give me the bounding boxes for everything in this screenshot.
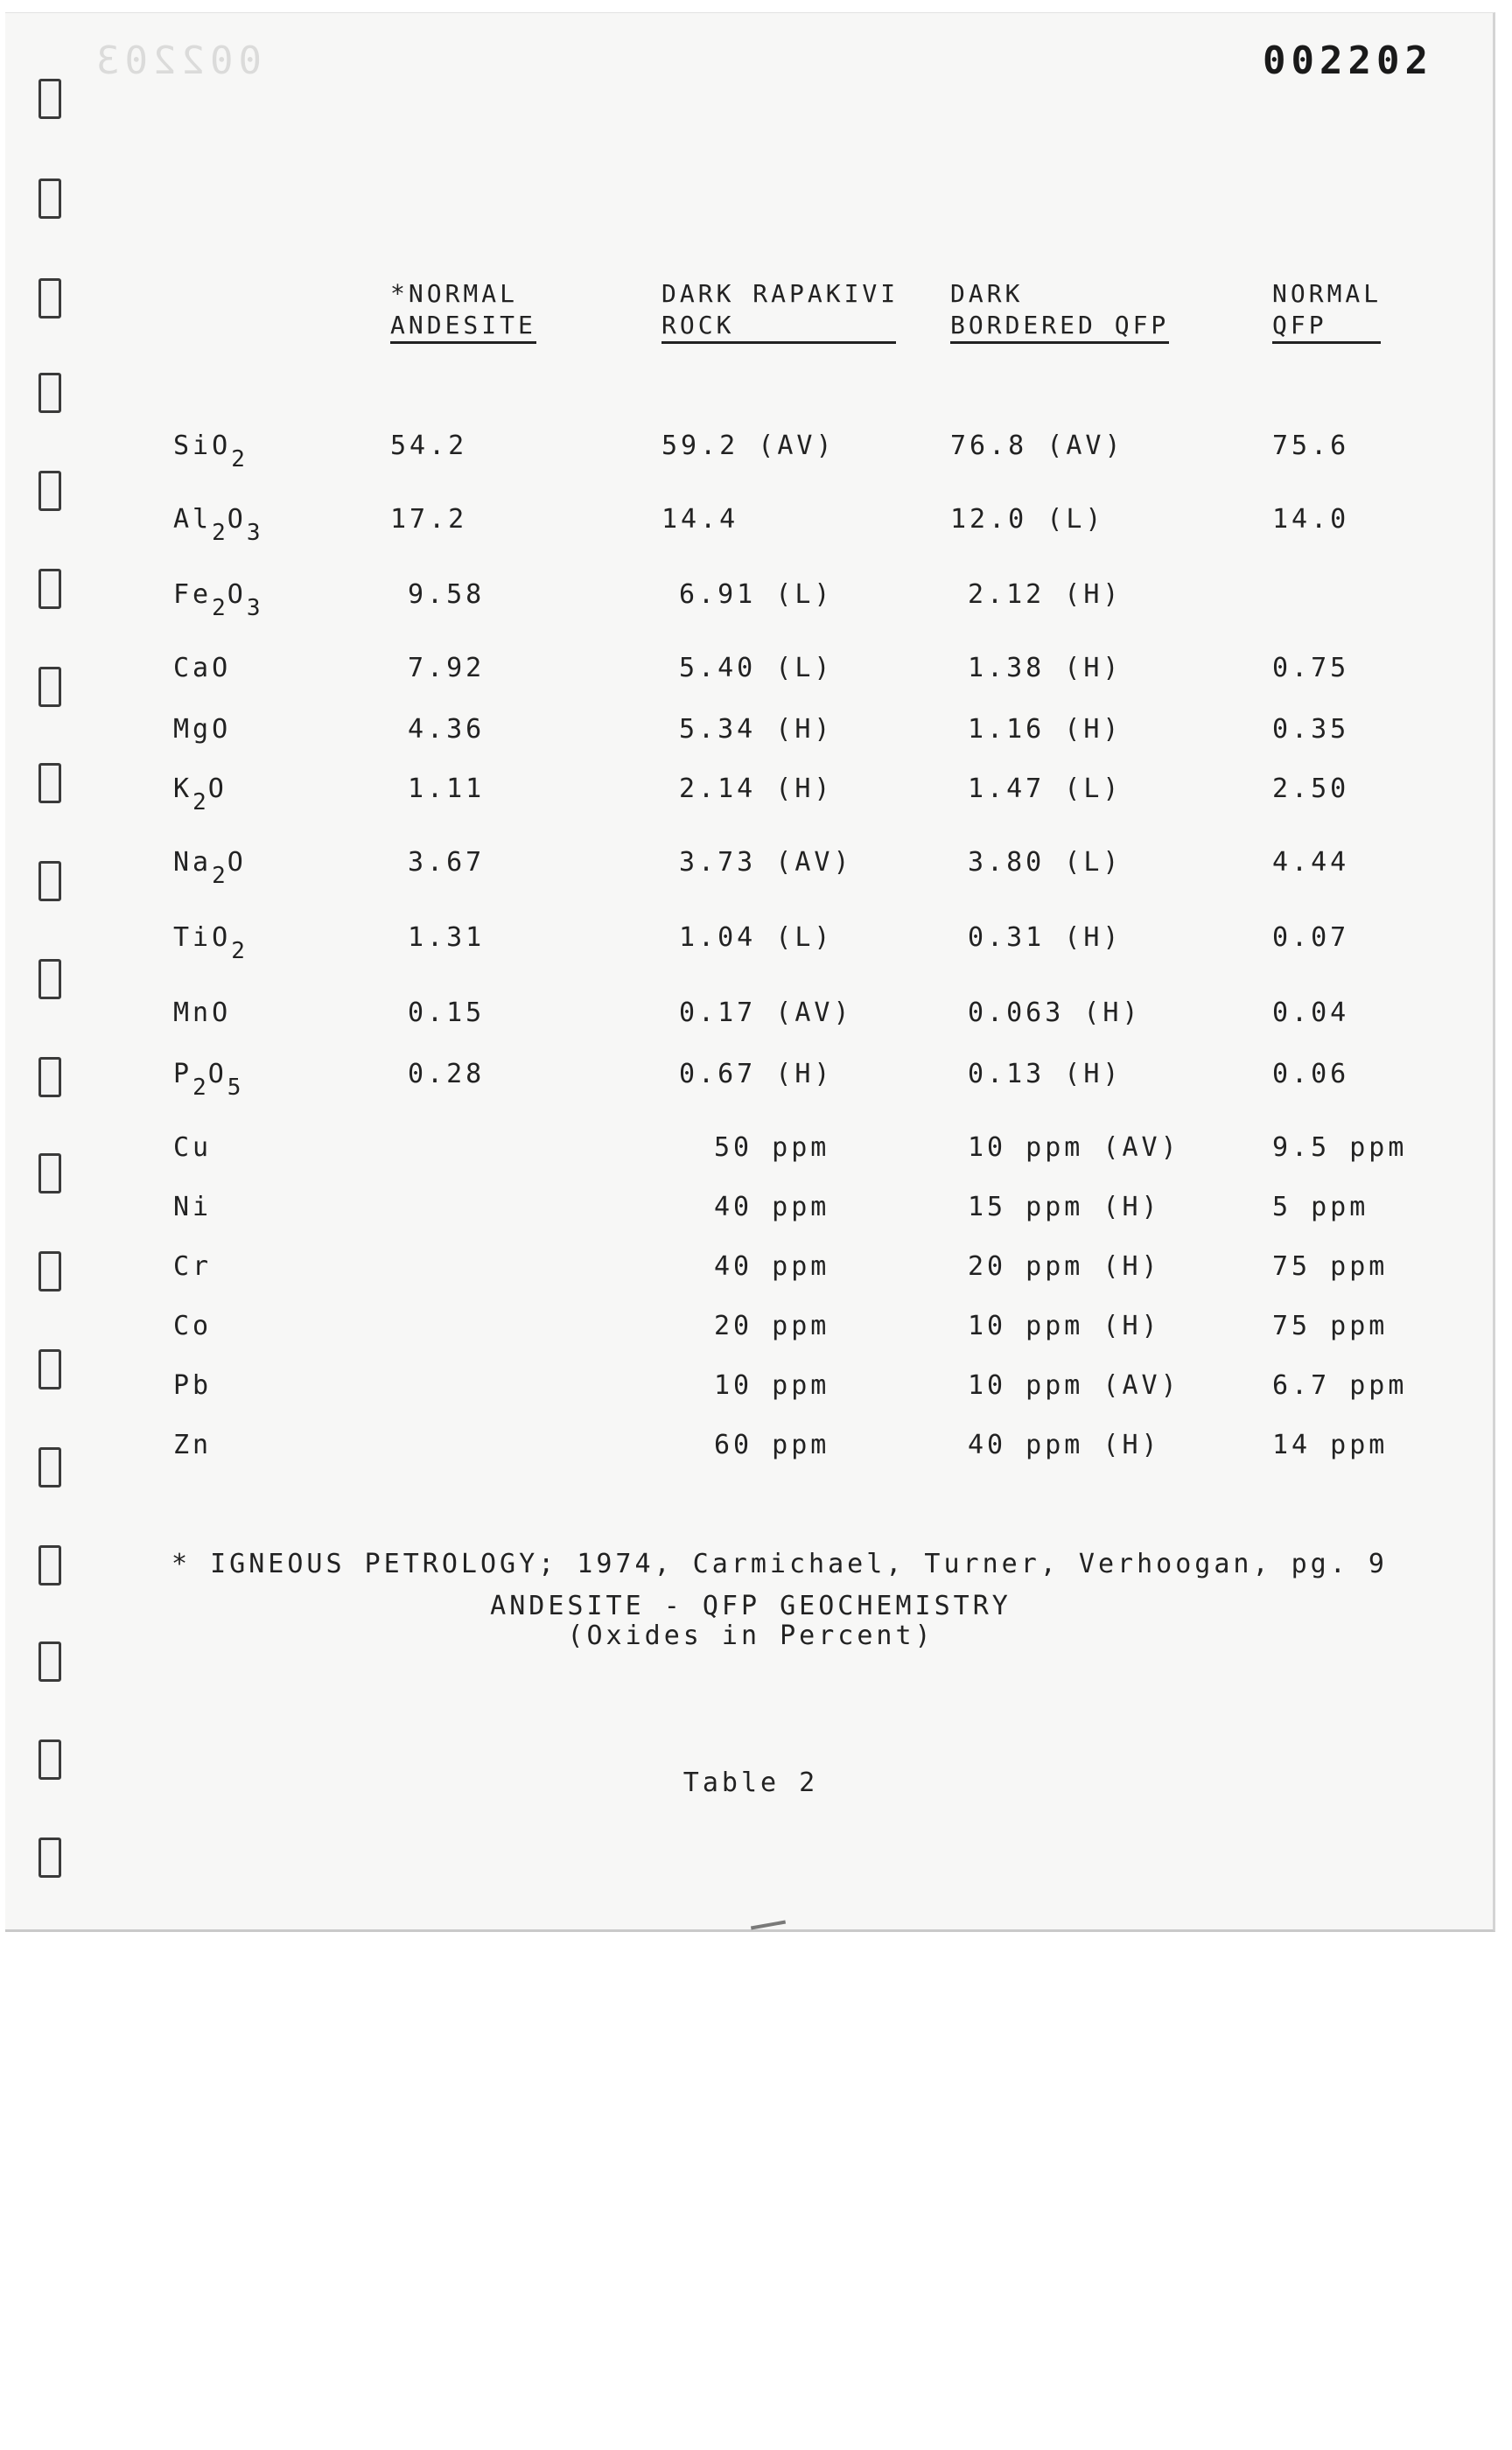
value-cell: 10 ppm (H): [968, 1311, 1161, 1341]
value-cell: 6.7 ppm: [1272, 1370, 1408, 1401]
header-line: ANDESITE: [390, 310, 536, 344]
footnote: * IGNEOUS PETROLOGY; 1974, Carmichael, Turner, Verhoogan, pg. 9: [172, 1549, 1388, 1579]
value-cell: 60 ppm: [714, 1430, 830, 1460]
value-cell: 10 ppm: [714, 1370, 830, 1401]
element-label: Fe2O3: [173, 579, 262, 621]
header-line: DARK RAPAKIVI: [662, 279, 900, 308]
element-label: Ni: [173, 1192, 213, 1222]
binder-hole: [38, 79, 61, 119]
value-cell: 0.06: [1272, 1059, 1350, 1089]
value-cell: 14.4: [662, 504, 739, 535]
element-label: P2O5: [173, 1059, 243, 1101]
binder-hole: [38, 1447, 61, 1488]
value-cell: 40 ppm (H): [968, 1430, 1161, 1460]
value-cell: 5 ppm: [1272, 1192, 1369, 1222]
binder-hole: [38, 959, 61, 999]
value-cell: 2.12 (H): [968, 579, 1123, 610]
value-cell: 0.75: [1272, 653, 1350, 683]
binder-hole: [38, 667, 61, 707]
value-cell: 1.38 (H): [968, 653, 1123, 683]
value-cell: 75.6: [1272, 430, 1350, 461]
value-cell: 20 ppm: [714, 1311, 830, 1341]
header-line: DARK: [950, 279, 1024, 308]
header-normal-qfp: [1272, 278, 1382, 344]
table-label: Table 2: [682, 1768, 819, 1798]
element-label: MnO: [173, 998, 232, 1028]
binder-hole: [38, 861, 61, 901]
header-line: *NORMAL: [390, 279, 519, 308]
value-cell: 1.04 (L): [679, 922, 834, 953]
value-cell: 9.5 ppm: [1272, 1132, 1408, 1163]
value-cell: 1.11: [408, 774, 486, 804]
binder-hole: [38, 569, 61, 609]
header-line: BORDERED QFP: [950, 310, 1169, 344]
header-line: ROCK: [662, 310, 896, 344]
value-cell: 14.0: [1272, 504, 1350, 535]
value-cell: 12.0 (L): [950, 504, 1105, 535]
value-cell: 2.14 (H): [679, 774, 834, 804]
value-cell: 20 ppm (H): [968, 1251, 1161, 1282]
value-cell: 0.07: [1272, 922, 1350, 953]
element-label: Cu: [173, 1132, 213, 1163]
value-cell: 3.80 (L): [968, 847, 1123, 878]
value-cell: 75 ppm: [1272, 1311, 1389, 1341]
value-cell: 59.2 (AV): [662, 430, 836, 461]
value-cell: 54.2: [390, 430, 468, 461]
header-normal-andesite: [390, 278, 536, 344]
element-label: TiO2: [173, 922, 247, 964]
element-label: SiO2: [173, 430, 247, 472]
binder-hole: [38, 1251, 61, 1292]
header-dark-bordered-qfp: [950, 278, 1169, 344]
header-line: QFP: [1272, 310, 1381, 344]
binder-hole: [38, 178, 61, 219]
value-cell: 50 ppm: [714, 1132, 830, 1163]
value-cell: 0.28: [408, 1059, 486, 1089]
value-cell: 9.58: [408, 579, 486, 610]
element-label: MgO: [173, 714, 232, 745]
caption-title: ANDESITE - QFP GEOCHEMISTRY: [490, 1591, 1012, 1621]
value-cell: 40 ppm: [714, 1192, 830, 1222]
value-cell: 5.34 (H): [679, 714, 834, 745]
value-cell: 15 ppm (H): [968, 1192, 1161, 1222]
binder-hole: [38, 1545, 61, 1586]
value-cell: 1.47 (L): [968, 774, 1123, 804]
element-label: CaO: [173, 653, 232, 683]
value-cell: 3.67: [408, 847, 486, 878]
value-cell: 0.13 (H): [968, 1059, 1123, 1089]
element-label: Zn: [173, 1430, 213, 1460]
element-label: Co: [173, 1311, 213, 1341]
element-label: K2O: [173, 774, 228, 816]
value-cell: 0.15: [408, 998, 486, 1028]
value-cell: 0.31 (H): [968, 922, 1123, 953]
value-cell: 2.50: [1272, 774, 1350, 804]
value-cell: 0.063 (H): [968, 998, 1142, 1028]
value-cell: 0.67 (H): [679, 1059, 834, 1089]
binder-hole: [38, 1057, 61, 1097]
binder-hole: [38, 1153, 61, 1194]
caption-subtitle: (Oxides in Percent): [567, 1620, 934, 1651]
value-cell: 7.92: [408, 653, 486, 683]
value-cell: 1.16 (H): [968, 714, 1123, 745]
binder-hole: [38, 471, 61, 511]
value-cell: 0.04: [1272, 998, 1350, 1028]
header-line: NORMAL: [1272, 279, 1382, 308]
value-cell: 6.91 (L): [679, 579, 834, 610]
value-cell: 1.31: [408, 922, 486, 953]
value-cell: 40 ppm: [714, 1251, 830, 1282]
value-cell: 4.36: [408, 714, 486, 745]
value-cell: 5.40 (L): [679, 653, 834, 683]
value-cell: 76.8 (AV): [950, 430, 1124, 461]
binder-hole: [38, 278, 61, 318]
binder-hole: [38, 373, 61, 413]
value-cell: 4.44: [1272, 847, 1350, 878]
element-label: Na2O: [173, 847, 247, 889]
page-number: 002202: [1263, 38, 1433, 83]
value-cell: 0.35: [1272, 714, 1350, 745]
value-cell: 10 ppm (AV): [968, 1370, 1180, 1401]
element-label: Al2O3: [173, 504, 262, 546]
bleed-through-page-number: 002203: [91, 38, 262, 83]
value-cell: 0.17 (AV): [679, 998, 853, 1028]
element-label: Pb: [173, 1370, 213, 1401]
value-cell: 3.73 (AV): [679, 847, 853, 878]
value-cell: 75 ppm: [1272, 1251, 1389, 1282]
element-label: Cr: [173, 1251, 213, 1282]
header-dark-rapakivi: [662, 278, 899, 344]
binder-hole: [38, 1838, 61, 1878]
value-cell: 14 ppm: [1272, 1430, 1389, 1460]
binder-hole: [38, 1349, 61, 1390]
value-cell: 17.2: [390, 504, 468, 535]
binder-hole: [38, 763, 61, 803]
value-cell: 10 ppm (AV): [968, 1132, 1180, 1163]
